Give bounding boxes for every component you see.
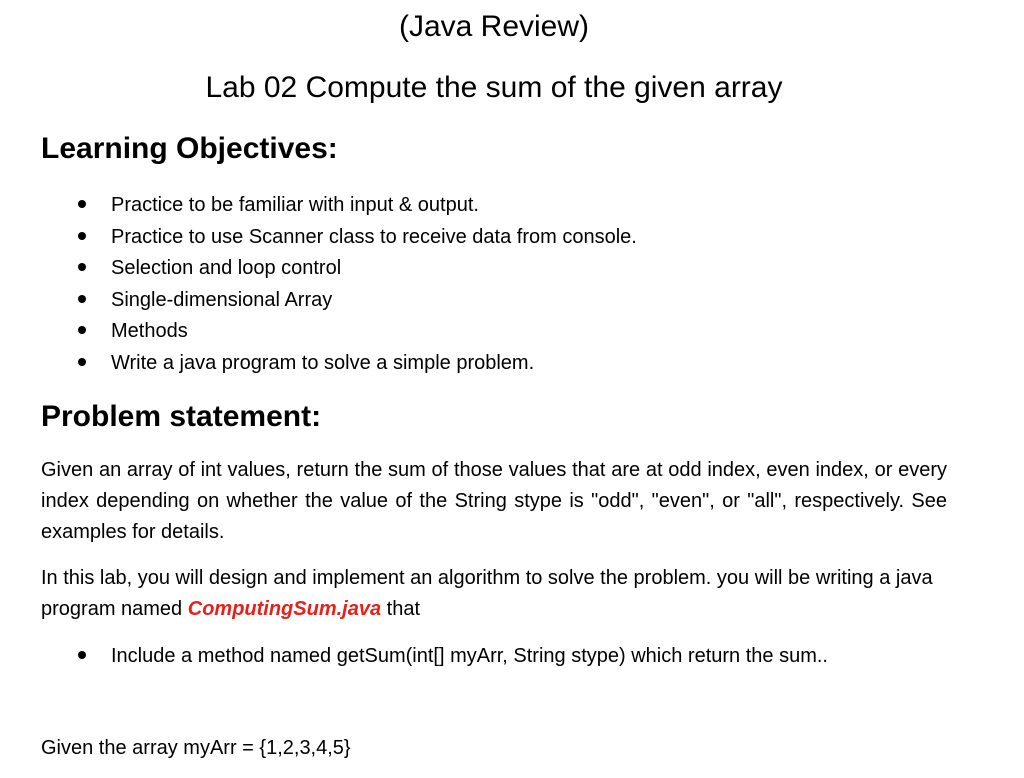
list-item bbox=[0, 254, 637, 286]
bullet-icon bbox=[78, 200, 86, 208]
problem-description: Given an array of int values, return the sum of those values that are at odd index, even index, or every index depending on whether the value of the String stype is "odd", "even", or "all", respectively. See examples for details. bbox=[41, 459, 947, 543]
bullet-icon bbox=[78, 651, 86, 659]
list-item bbox=[0, 286, 637, 318]
program-filename: ComputingSum.java bbox=[187, 598, 382, 620]
objective-text: Write a java program to solve a simple problem. bbox=[111, 351, 535, 374]
instructions-text: In this lab, you will design and implement an algorithm to solve the problem. you will be writing a java program named bbox=[41, 567, 933, 620]
objective-text: Practice to be familiar with input & output. bbox=[111, 194, 479, 216]
list-item bbox=[0, 223, 637, 255]
learning-objectives-heading: Learning Objectives: bbox=[41, 132, 338, 165]
list-item bbox=[0, 642, 828, 674]
bullet-icon bbox=[78, 295, 86, 303]
document-title: (Java Review) bbox=[398, 10, 590, 43]
learning-objectives-list bbox=[0, 191, 637, 380]
objective-text: Selection and loop control bbox=[111, 257, 342, 279]
bullet-icon bbox=[78, 263, 86, 271]
problem-statement-heading: Problem statement: bbox=[41, 400, 322, 433]
document-subtitle: Lab 02 Compute the sum of the given array bbox=[205, 71, 783, 104]
objective-text: Practice to use Scanner class to receive data from console. bbox=[111, 225, 637, 248]
given-array-text: Given the array myArr = {1,2,3,4,5} bbox=[41, 737, 351, 759]
objective-text: Methods bbox=[111, 320, 188, 342]
bullet-icon bbox=[78, 326, 86, 334]
bullet-icon bbox=[78, 232, 86, 240]
bullet-icon bbox=[78, 358, 86, 366]
list-item bbox=[0, 317, 637, 349]
requirement-text: Include a method named getSum(int[] myArr, String stype) which return the sum.. bbox=[111, 645, 828, 667]
list-item bbox=[0, 191, 637, 223]
list-item bbox=[0, 349, 637, 381]
objective-text: Single-dimensional Array bbox=[111, 288, 333, 311]
lab-instructions bbox=[41, 563, 947, 625]
instructions-text-end: that bbox=[381, 598, 421, 620]
requirements-list bbox=[0, 642, 828, 674]
